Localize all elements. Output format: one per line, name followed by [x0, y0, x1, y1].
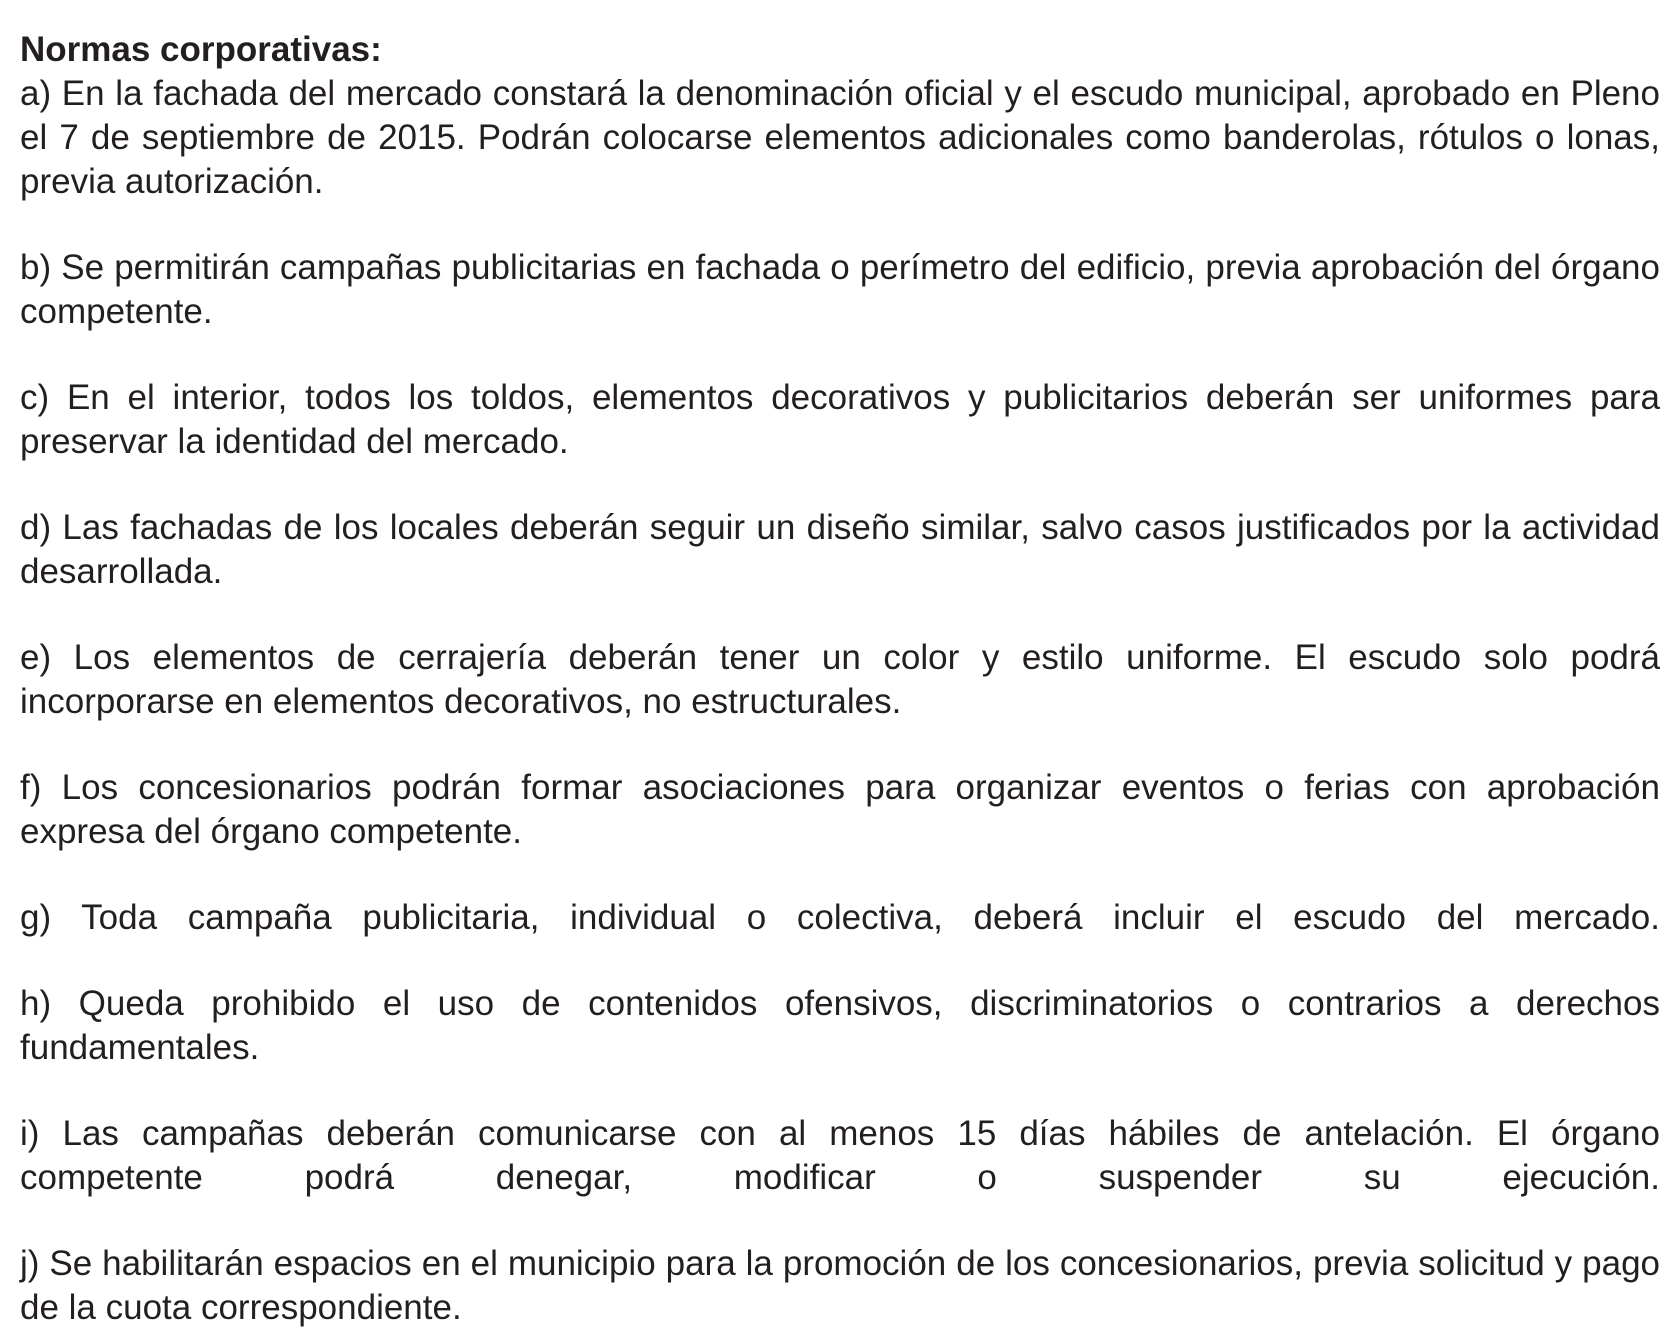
document-title: Normas corporativas:: [20, 30, 382, 69]
rule-g: g) Toda campaña publicitaria, individual o colectiva, deberá incluir el escudo del mercado.: [20, 898, 1660, 937]
rule-a: a) En la fachada del mercado constará la denominación oficial y el escudo municipal, aprobado en Pleno el 7 de septiembre de 2015. Podrán colocarse elementos adicionales como banderolas, rótulos o lonas, previa autorización.: [20, 74, 1660, 201]
rule-d: d) Las fachadas de los locales deberán seguir un diseño similar, salvo casos justificados por la actividad desarrollada.: [20, 508, 1660, 591]
document-body: [20, 28, 1660, 1330]
rule-b: b) Se permitirán campañas publicitarias en fachada o perímetro del edificio, previa aprobación del órgano competente.: [20, 248, 1660, 331]
rule-e: e) Los elementos de cerrajería deberán tener un color y estilo uniforme. El escudo solo podrá incorporarse en elementos decorativos, no estructurales.: [20, 638, 1660, 721]
rule-i: i) Las campañas deberán comunicarse con al menos 15 días hábiles de antelación. El órgano competente podrá denegar, modificar o suspender su ejecución.: [20, 1114, 1660, 1197]
rule-j: j) Se habilitarán espacios en el municipio para la promoción de los concesionarios, previa solicitud y pago de la cuota correspondiente.: [20, 1244, 1660, 1327]
rule-c: c) En el interior, todos los toldos, elementos decorativos y publicitarios deberán ser uniformes para preservar la identidad del mercado.: [20, 378, 1660, 461]
rule-f: f) Los concesionarios podrán formar asociaciones para organizar eventos o ferias con aprobación expresa del órgano competente.: [20, 768, 1660, 851]
rule-h: h) Queda prohibido el uso de contenidos ofensivos, discriminatorios o contrarios a derechos fundamentales.: [20, 984, 1660, 1067]
